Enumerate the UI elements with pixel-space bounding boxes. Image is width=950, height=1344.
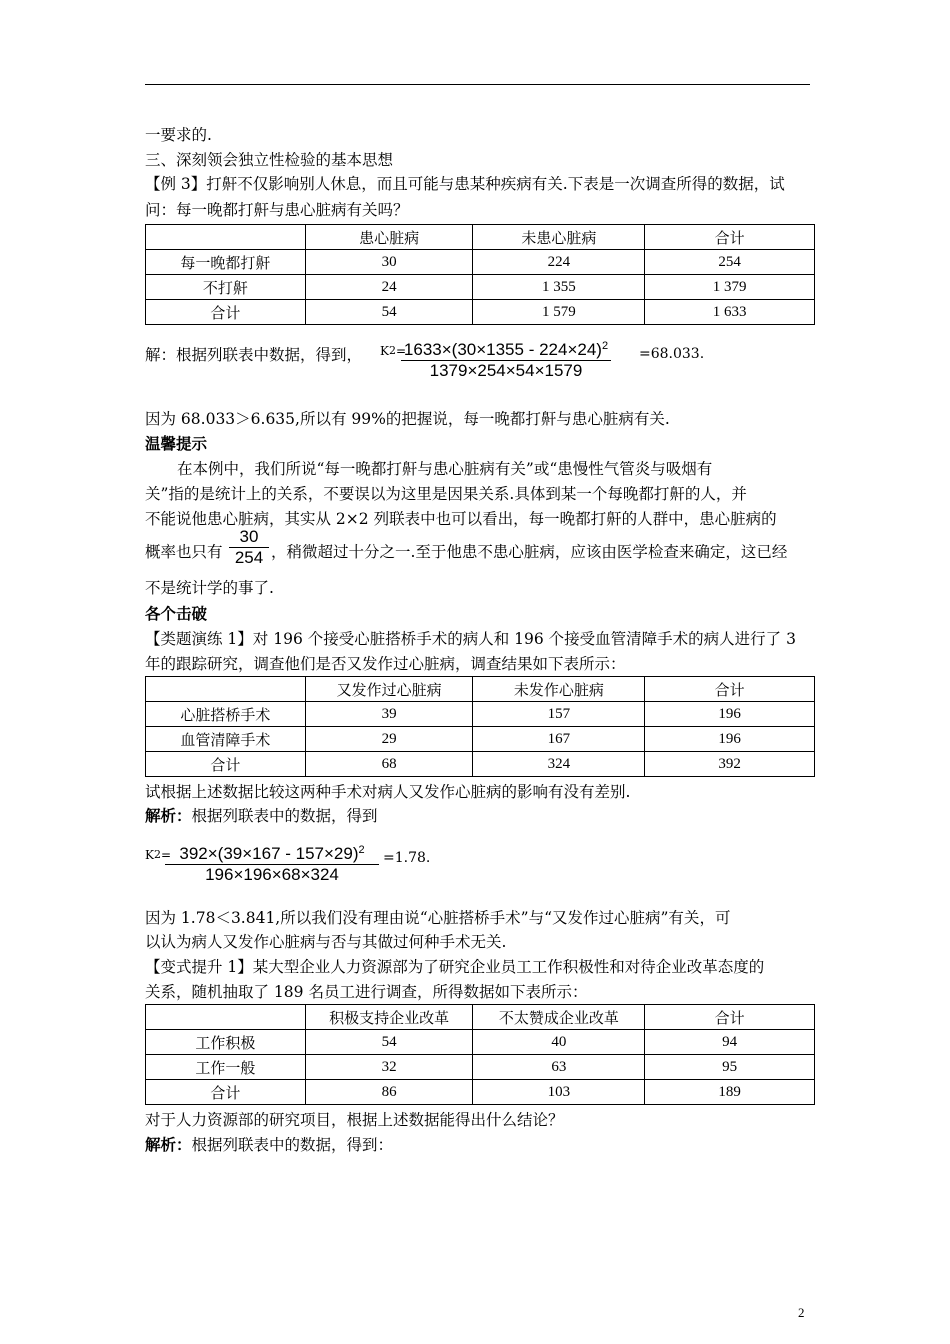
analysis-text: 根据列联表中的数据，得到： — [191, 1136, 394, 1154]
table-cell: 30 — [305, 250, 473, 275]
solution-2-result: =1.78. — [383, 850, 431, 866]
conclusion-line: 因为 1.78＜3.841,所以我们没有理由说“心脏搭桥手术”与“又发作过心脏病”有关，可 — [145, 909, 731, 927]
table-snoring-heart-disease — [145, 224, 815, 325]
table-row — [146, 300, 815, 325]
exercise-1-line-1: 【类题演练 1】对 196 个接受心脏搭桥手术的病人和 196 个接受血管清障手术的病人进行了 3 — [145, 630, 796, 648]
tip-line: 关”指的是统计上的关系，不要误以为这里是因果关系.具体到某一个每晚都打鼾的人，并 — [145, 485, 747, 503]
table-cell: 心脏搭桥手术 — [146, 702, 306, 727]
page-number: 2 — [798, 1305, 805, 1320]
analysis-text: 根据列联表中的数据，得到 — [191, 807, 378, 825]
fraction-denominator: 254 — [229, 547, 269, 568]
table-cell: 每一晚都打鼾 — [146, 250, 306, 275]
k-symbol: K — [380, 344, 389, 358]
table-cell: 合计 — [146, 300, 306, 325]
table-cell: 合计 — [645, 1005, 815, 1030]
table-cell: 工作积极 — [146, 1030, 306, 1055]
table-cell: 积极支持企业改革 — [305, 1005, 473, 1030]
table-cell: 95 — [645, 1055, 815, 1080]
table-cell: 1 355 — [473, 275, 645, 300]
tip-suffix: ，稍微超过十分之一.至于他患不患心脏病，应该由医学检查来确定，这已经 — [271, 543, 788, 561]
table-cell: 1 379 — [645, 275, 815, 300]
exercise-2-question: 对于人力资源部的研究项目，根据上述数据能得出什么结论？ — [145, 1111, 564, 1129]
analysis-1-line — [145, 805, 810, 827]
table-cell: 39 — [305, 702, 473, 727]
table-cell: 54 — [305, 1030, 473, 1055]
conclusion-line: 以认为病人又发作心脏病与否与其做过何种手术无关. — [145, 933, 507, 951]
table-header-row — [146, 225, 815, 250]
analysis-label: 解析： — [145, 806, 192, 825]
equals-sign: = — [160, 848, 172, 862]
table-work-attitude-reform — [145, 1004, 815, 1105]
table-header-row — [146, 677, 815, 702]
table-row — [146, 275, 815, 300]
table-cell: 工作一般 — [146, 1055, 306, 1080]
k-superscript: 2 — [153, 848, 161, 861]
table-cell: 29 — [305, 727, 473, 752]
table-cell: 合计 — [146, 752, 306, 777]
table-cell: 1 633 — [645, 300, 815, 325]
text-line: 一要求的. — [145, 126, 212, 144]
fraction-numerator: 30 — [239, 527, 259, 546]
table-cell: 合计 — [645, 677, 815, 702]
table-row — [146, 702, 815, 727]
chi-square-fraction-2 — [165, 844, 379, 885]
exponent: 2 — [358, 844, 365, 856]
table-row — [146, 1055, 815, 1080]
table-cell: 68 — [305, 752, 473, 777]
table-cell: 40 — [473, 1030, 645, 1055]
table-cell: 24 — [305, 275, 473, 300]
tip-line: 不是统计学的事了. — [145, 579, 274, 597]
probability-fraction — [229, 527, 269, 568]
table-cell: 63 — [473, 1055, 645, 1080]
table-header-row — [146, 1005, 815, 1030]
example-3-line-1: 【例 3】打鼾不仅影响别人休息，而且可能与患某种疾病有关.下表是一次调查所得的数据，试 — [145, 175, 785, 193]
table-cell — [146, 677, 306, 702]
fraction-denominator: 1379×254×54×1579 — [401, 360, 611, 381]
exercise-1-line-2: 年的跟踪研究，调查他们是否又发作过心脏病，调查结果如下表所示： — [145, 655, 626, 673]
numerator-text: 392×(39×167 - 157×29) — [179, 844, 359, 863]
exercise-1-question: 试根据上述数据比较这两种手术对病人又发作心脏病的影响有没有差别. — [145, 783, 631, 801]
table-cell: 又发作过心脏病 — [305, 677, 473, 702]
table-cell: 32 — [305, 1055, 473, 1080]
analysis-2-line — [145, 1134, 810, 1156]
k-superscript: 2 — [388, 344, 396, 357]
fraction-numerator — [165, 844, 379, 864]
table-cell: 157 — [473, 702, 645, 727]
table-cell: 不打鼾 — [146, 275, 306, 300]
table-cell: 324 — [473, 752, 645, 777]
exercise-2-line-2: 关系，随机抽取了 189 名员工进行调查，所得数据如下表所示： — [145, 983, 588, 1001]
table-cell: 不太赞成企业改革 — [473, 1005, 645, 1030]
table-cell: 189 — [645, 1080, 815, 1105]
table-cell: 196 — [645, 702, 815, 727]
tip-heading: 温馨提示 — [145, 434, 208, 453]
chi-square-fraction-1 — [401, 340, 611, 381]
numerator-text: 1633×(30×1355 - 224×24) — [403, 340, 602, 359]
tip-line: 在本例中，我们所说“每一晚都打鼾与患心脏病有关”或“患慢性气管炎与吸烟有 — [177, 460, 713, 478]
solution-1-result: =68.033. — [639, 346, 705, 362]
equals-sign: = — [395, 344, 407, 358]
table-cell: 196 — [645, 727, 815, 752]
table-cell: 合计 — [645, 225, 815, 250]
table-cell — [146, 1005, 306, 1030]
table-cell: 167 — [473, 727, 645, 752]
analysis-label: 解析： — [145, 1135, 192, 1154]
solution-1-text: 解：根据列联表中数据，得到， — [145, 346, 363, 364]
section-heading: 三、深刻领会独立性检验的基本思想 — [145, 151, 394, 169]
table-cell: 未患心脏病 — [473, 225, 645, 250]
table-cell: 未发作心脏病 — [473, 677, 645, 702]
table-cell: 合计 — [146, 1080, 306, 1105]
table-cell: 94 — [645, 1030, 815, 1055]
document-page — [145, 0, 810, 1344]
section-heading: 各个击破 — [145, 604, 208, 623]
tip-line: 不能说他患心脏病，其实从 2×2 列联表中也可以看出，每一晚都打鼾的人群中，患心脏病的 — [145, 510, 777, 528]
fraction-numerator — [401, 340, 611, 360]
example-3-line-2: 问：每一晚都打鼾与患心脏病有关吗？ — [145, 201, 409, 219]
table-row — [146, 752, 815, 777]
exercise-2-line-1: 【变式提升 1】某大型企业人力资源部为了研究企业员工工作积极性和对待企业改革态度的 — [145, 958, 765, 976]
table-cell: 103 — [473, 1080, 645, 1105]
table-cell: 54 — [305, 300, 473, 325]
table-cell: 86 — [305, 1080, 473, 1105]
table-row — [146, 1030, 815, 1055]
table-cell — [146, 225, 306, 250]
table-cell: 392 — [645, 752, 815, 777]
table-surgery-heart-disease — [145, 676, 815, 777]
table-cell: 224 — [473, 250, 645, 275]
table-row — [146, 727, 815, 752]
header-rule — [145, 84, 810, 85]
k-symbol: K — [145, 848, 154, 862]
table-cell: 患心脏病 — [305, 225, 473, 250]
table-cell: 1 579 — [473, 300, 645, 325]
exponent: 2 — [601, 340, 609, 352]
table-row — [146, 250, 815, 275]
fraction-denominator: 196×196×68×324 — [165, 864, 379, 885]
table-cell: 血管清障手术 — [146, 727, 306, 752]
table-cell: 254 — [645, 250, 815, 275]
table-row — [146, 1080, 815, 1105]
tip-prefix: 概率也只有 — [145, 543, 223, 561]
conclusion-line: 因为 68.033＞6.635,所以有 99%的把握说，每一晚都打鼾与患心脏病有关. — [145, 410, 670, 428]
